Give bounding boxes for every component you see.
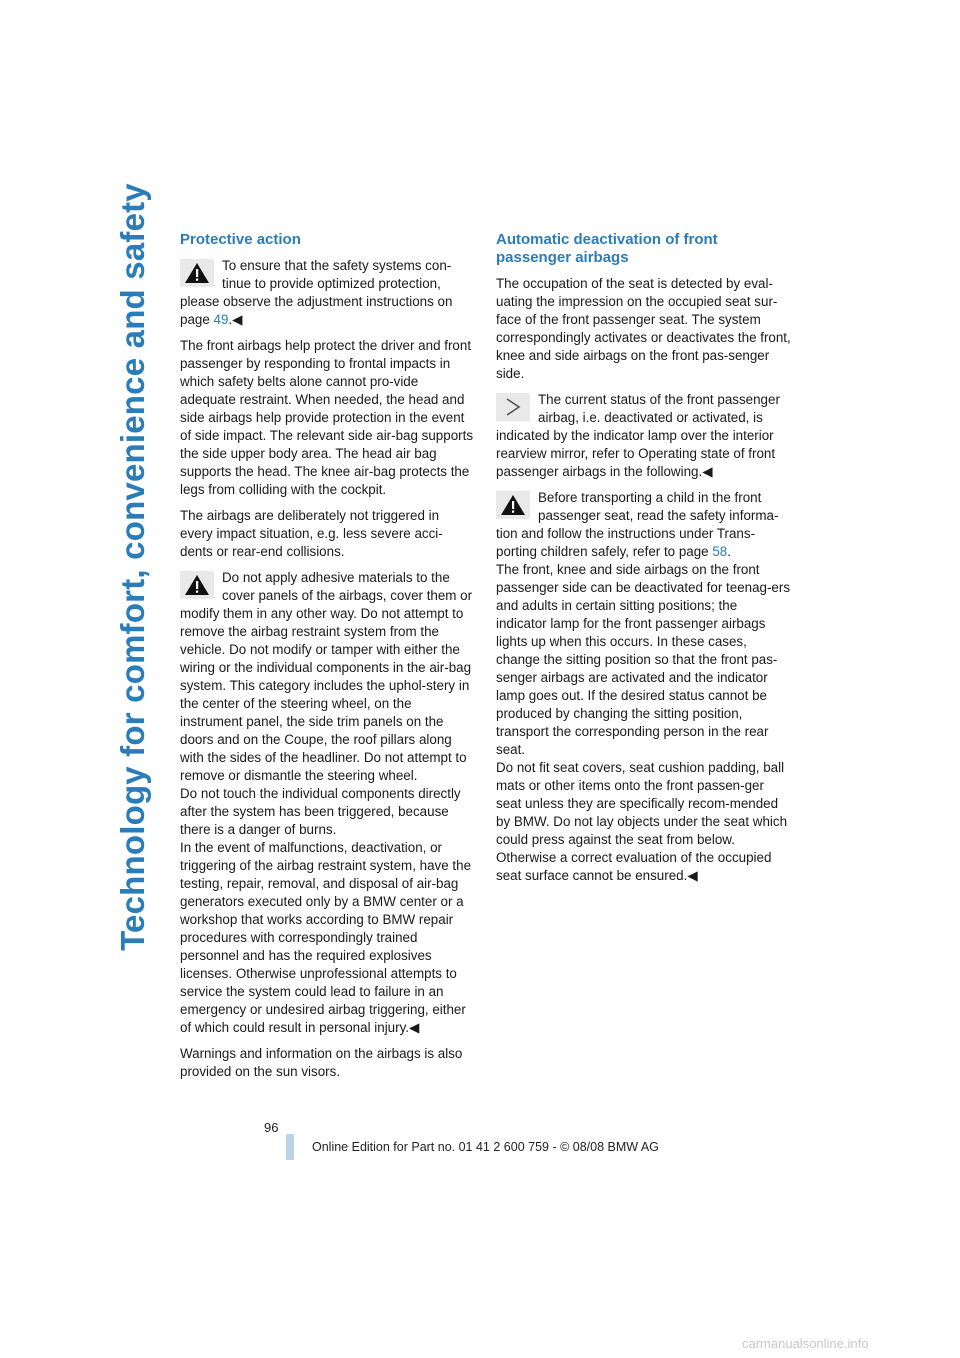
heading-protective-action: Protective action — [180, 231, 301, 248]
paragraph-airbag-trigger: The airbags are deliberately not triggered in every impact situation, e.g. less severe acci-dents or rear-end collisions. — [180, 508, 443, 559]
page-link-58[interactable]: 58 — [712, 544, 728, 559]
warning-note-child — [496, 489, 791, 885]
warning-note-text: Do not apply adhesive materials to the cover panels of the airbags, cover them or modify them in any other way. Do not attempt to remove the airbag restraint system from the vehicle. Do not modify or tamper with either the wiring or the individual components in the air-bag system. This category includes the uphol-stery in the center of the steering wheel, on the instrument panel, the side trim panels on the doors and on the Coupe, the roof pillars along with the sides of the headliner. Do not attempt to remove or dismantle the steering wheel. — [180, 570, 473, 783]
warning-note-modification — [180, 569, 475, 1037]
warning-note-text: To ensure that the safety systems con-tinue to provide optimized protection, please observe the adjustment instructions on page 49.◀ — [180, 258, 453, 327]
right-column — [496, 229, 791, 893]
warning-note-text: Do not fit seat covers, seat cushion padding, ball mats or other items onto the front passen-ger seat unless they are specifically recom-mended by BMW. Do not lay objects under the seat which could press against the seat from below. Otherwise a correct evaluation of the occupied seat surface cannot be ensured.◀ — [496, 760, 788, 883]
footer-edition: Online Edition for Part no. 01 41 2 600 759 - © 08/08 BMW AG — [312, 1140, 659, 1154]
page-link-49[interactable]: 49 — [213, 312, 229, 327]
warning-note-text: The front, knee and side airbags on the front passenger side can be deactivated for teenag-ers and adults in certain sitting positions; the indicator lamp for the front passenger airbags lights up when this occurs. In these cases, change the sitting position so that the front pas-senger airbags are activated and the indicator lamp goes out. If the desired status cannot be produced by changing the sitting position, transport the corresponding person in the rear seat. — [496, 562, 791, 757]
heading-automatic-deactivation: Automatic deactivation of front passenger airbags — [496, 231, 718, 266]
paragraph-seat-detection: The occupation of the seat is detected by eval-uating the impression on the occupied seat sur-face of the front passenger seat. The system correspondingly activates or deactivates the front, knee and side airbags on the front pas-senger side. — [496, 276, 791, 381]
warning-note-text: In the event of malfunctions, deactivation, or triggering of the airbag restraint system, have the testing, repair, removal, and disposal of air-bag generators executed only by a BMW center or a workshop that works according to BMW repair procedures with correspondingly trained personnel and has the required explosives licenses. Otherwise unprofessional attempts to service the system could lead to failure in an emergency or undesired airbag triggering, either of which could result in personal injury.◀ — [180, 840, 472, 1035]
side-section-title-text: Technology for comfort, convenience and safety — [114, 183, 152, 951]
page-number: 96 — [264, 1120, 279, 1135]
info-note-status — [496, 391, 791, 481]
paragraph-sun-visors: Warnings and information on the airbags is also provided on the sun visors. — [180, 1046, 463, 1079]
side-section-title — [108, 183, 158, 951]
warning-triangle-icon — [180, 571, 214, 599]
left-column — [180, 229, 475, 1089]
warning-triangle-icon — [496, 491, 530, 519]
paragraph-airbag-protection: The front airbags help protect the driver and front passenger by responding to frontal impacts in which safety belts alone cannot pro-vide adequate restraint. When needed, the head and side airbags help provide protection in the event of side impact. The relevant side air-bag supports the side upper body area. The head air bag supports the head. The knee air-bag protects the legs from colliding with the cockpit. — [180, 338, 474, 497]
warning-triangle-icon — [180, 259, 214, 287]
watermark: carmanualsonline.info — [742, 1336, 869, 1351]
note-arrow-icon — [496, 393, 530, 421]
warning-note-text: Do not touch the individual components directly after the system has been triggered, because there is a danger of burns. — [180, 786, 461, 837]
warning-note-text: Before transporting a child in the front passenger seat, read the safety informa-tion and follow the instructions under Trans-porting children safely, refer to page 58. — [496, 490, 779, 559]
warning-note-adjustment — [180, 257, 475, 329]
footer-accent-bar — [286, 1134, 294, 1160]
info-note-text: The current status of the front passenger airbag, i.e. deactivated or activated, is indicated by the indicator lamp over the interior rearview mirror, refer to Operating state of front passenger airbags in the following.◀ — [496, 392, 780, 479]
